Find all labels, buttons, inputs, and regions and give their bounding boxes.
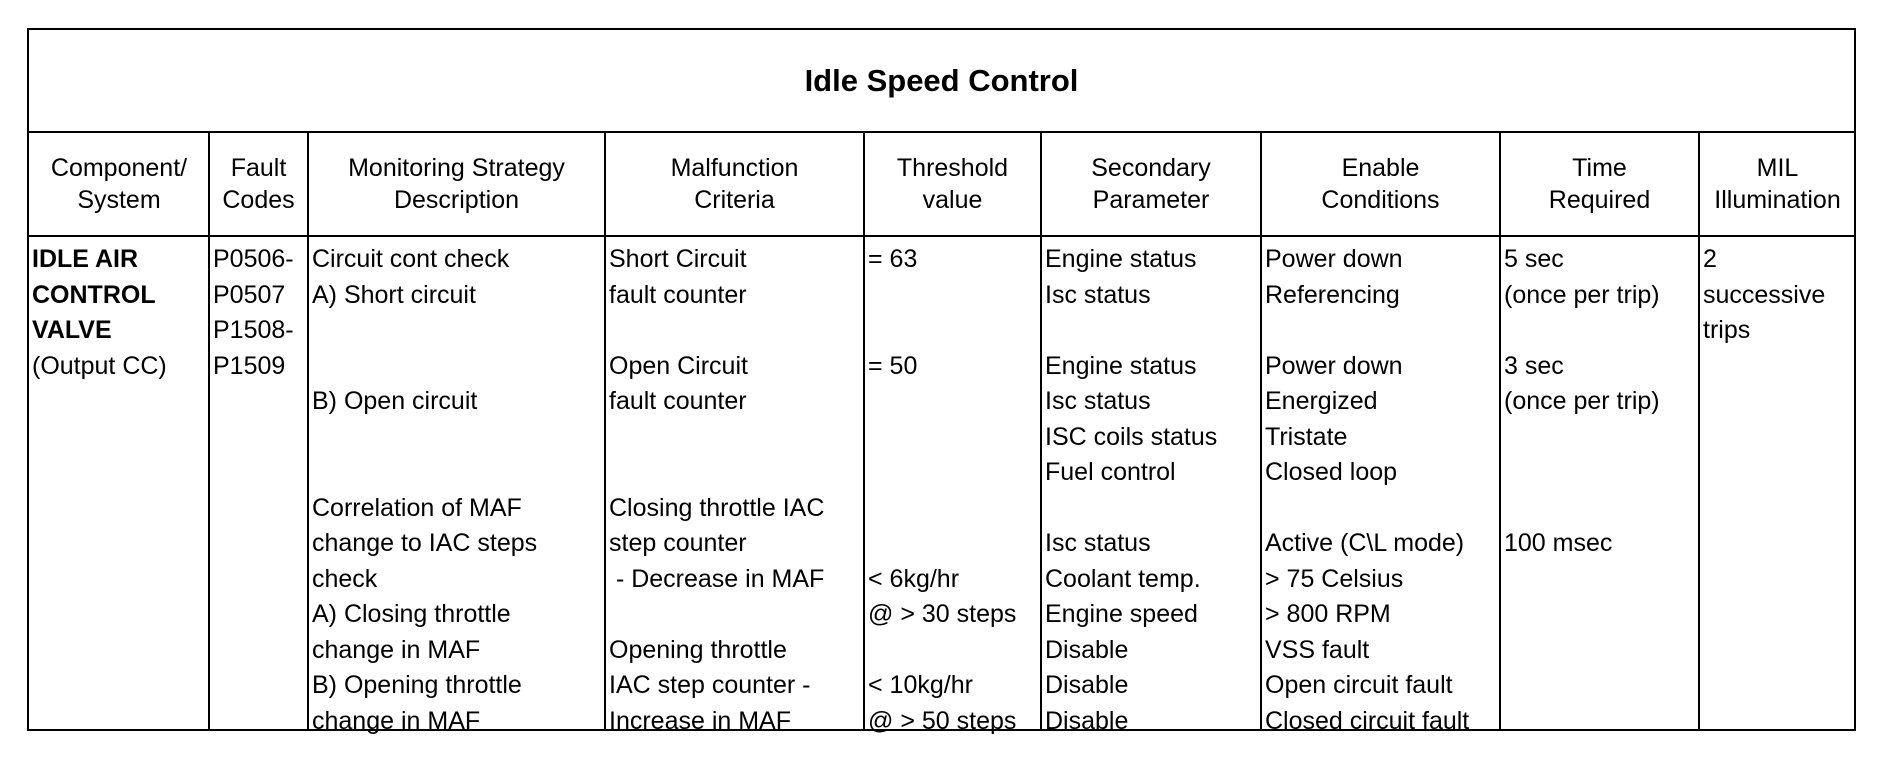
column-time-required [1501, 237, 1698, 729]
strategy-line [312, 349, 604, 385]
enable-line: Closed circuit fault [1265, 706, 1470, 735]
enable-line [1265, 313, 1499, 349]
header-fault-codes: Fault Codes [222, 154, 295, 214]
enable-line: Open circuit fault [1265, 671, 1453, 699]
enable-line: Energized [1265, 387, 1378, 415]
time-line [1504, 455, 1698, 491]
column-malfunction-criteria [606, 237, 863, 735]
secondary-line: Engine speed [1045, 600, 1198, 628]
secondary-line: Engine status [1045, 351, 1197, 380]
header-monitoring-strategy: Monitoring Strategy Description [348, 154, 565, 214]
malfunction-line: fault counter [609, 280, 747, 309]
secondary-line [1045, 491, 1260, 527]
threshold-line: @ > 50 steps [868, 706, 1017, 735]
mil-line: 2 [1703, 245, 1717, 273]
enable-line: Tristate [1265, 422, 1348, 451]
strategy-line: B) Opening throttle [312, 671, 522, 699]
fault-code-line: P0507 [213, 280, 286, 309]
time-line [1504, 313, 1698, 349]
malfunction-line: Short Circuit [609, 245, 747, 273]
threshold-line [868, 384, 1040, 420]
component-line: IDLE AIR [32, 245, 139, 273]
enable-line: Referencing [1265, 280, 1400, 309]
column-enable-conditions [1262, 237, 1499, 735]
component-line: (Output CC) [32, 351, 167, 380]
time-line: (once per trip) [1504, 387, 1660, 415]
malfunction-line [609, 313, 863, 349]
strategy-line: change to IAC steps [312, 529, 538, 557]
malfunction-line [609, 420, 863, 456]
malfunction-line: Increase in MAF [609, 706, 792, 735]
time-line: 3 sec [1504, 351, 1564, 380]
threshold-line: @ > 30 steps [868, 600, 1017, 628]
mil-line: trips [1703, 316, 1751, 344]
enable-line: VSS fault [1265, 635, 1370, 664]
malfunction-line: Opening throttle [609, 635, 787, 664]
enable-line: Power down [1265, 245, 1403, 273]
time-line [1504, 491, 1698, 527]
malfunction-line: step counter [609, 529, 747, 557]
secondary-line: ISC coils status [1045, 422, 1218, 451]
time-line: 5 sec [1504, 245, 1564, 273]
column-mil-illumination [1700, 237, 1856, 729]
threshold-line: < 10kg/hr [868, 671, 973, 699]
header-component: Component/ System [50, 154, 188, 214]
threshold-line: = 63 [868, 245, 918, 273]
malfunction-line: Closing throttle IAC [609, 493, 825, 522]
threshold-line: = 50 [868, 351, 918, 380]
fault-code-line: P1508- [213, 316, 294, 344]
malfunction-line: IAC step counter - [609, 671, 811, 699]
malfunction-line: Open Circuit [609, 351, 748, 380]
fault-code-line: P0506- [213, 245, 294, 273]
threshold-line [868, 491, 1040, 527]
time-line: 100 msec [1504, 529, 1613, 557]
strategy-line: Circuit cont check [312, 245, 510, 273]
component-line: CONTROL [32, 280, 156, 309]
strategy-line: change in MAF [312, 706, 481, 735]
header-row [29, 133, 1854, 237]
threshold-line: < 6kg/hr [868, 564, 960, 593]
column-secondary-parameter [1042, 237, 1260, 735]
secondary-line: Isc status [1045, 280, 1151, 309]
threshold-line [868, 455, 1040, 491]
strategy-line [312, 455, 604, 491]
secondary-line: Disable [1045, 671, 1129, 699]
threshold-line [868, 633, 1040, 669]
malfunction-line [609, 455, 863, 491]
column-fault-codes [210, 237, 307, 729]
component-line: VALVE [32, 316, 112, 344]
time-line [1504, 420, 1698, 456]
malfunction-line [609, 597, 863, 633]
strategy-line: check [312, 564, 378, 593]
secondary-line: Fuel control [1045, 458, 1176, 486]
secondary-line: Isc status [1045, 387, 1151, 415]
secondary-line [1045, 313, 1260, 349]
strategy-line [312, 313, 604, 349]
malfunction-line: - Decrease in MAF [609, 564, 825, 593]
enable-line: Power down [1265, 351, 1403, 380]
secondary-line: Disable [1045, 635, 1129, 664]
header-threshold-value: Threshold value [896, 154, 1009, 214]
strategy-line [312, 420, 604, 456]
strategy-line: A) Short circuit [312, 280, 476, 309]
secondary-line: Engine status [1045, 245, 1197, 273]
enable-line: > 800 RPM [1265, 600, 1391, 628]
secondary-line: Isc status [1045, 529, 1151, 557]
time-line: (once per trip) [1504, 280, 1660, 309]
column-monitoring-strategy [309, 237, 604, 735]
column-threshold-value [865, 237, 1040, 735]
header-mil-illumination: MIL Illumination [1714, 154, 1841, 214]
malfunction-line: fault counter [609, 387, 747, 415]
fault-code-line: P1509 [213, 351, 286, 380]
enable-line [1265, 491, 1499, 527]
threshold-line [868, 278, 1040, 314]
strategy-line: change in MAF [312, 635, 481, 664]
idle-speed-control-table [27, 28, 1856, 735]
strategy-line: B) Open circuit [312, 387, 478, 415]
mil-line: successive [1703, 280, 1826, 309]
header-secondary-parameter: Secondary Parameter [1091, 154, 1211, 214]
secondary-line: Disable [1045, 706, 1129, 735]
secondary-line: Coolant temp. [1045, 564, 1201, 593]
threshold-line [868, 313, 1040, 349]
header-time-required: Time Required [1548, 154, 1651, 214]
header-enable-conditions: Enable Conditions [1321, 154, 1440, 214]
column-component [29, 237, 208, 729]
enable-line: > 75 Celsius [1265, 564, 1404, 593]
enable-line: Closed loop [1265, 458, 1398, 486]
header-malfunction-criteria: Malfunction Criteria [670, 154, 799, 214]
threshold-line [868, 526, 1040, 562]
strategy-line: A) Closing throttle [312, 600, 511, 628]
strategy-line: Correlation of MAF [312, 493, 522, 522]
table-title: Idle Speed Control [29, 30, 1854, 133]
enable-line: Active (C\L mode) [1265, 529, 1465, 557]
threshold-line [868, 420, 1040, 456]
